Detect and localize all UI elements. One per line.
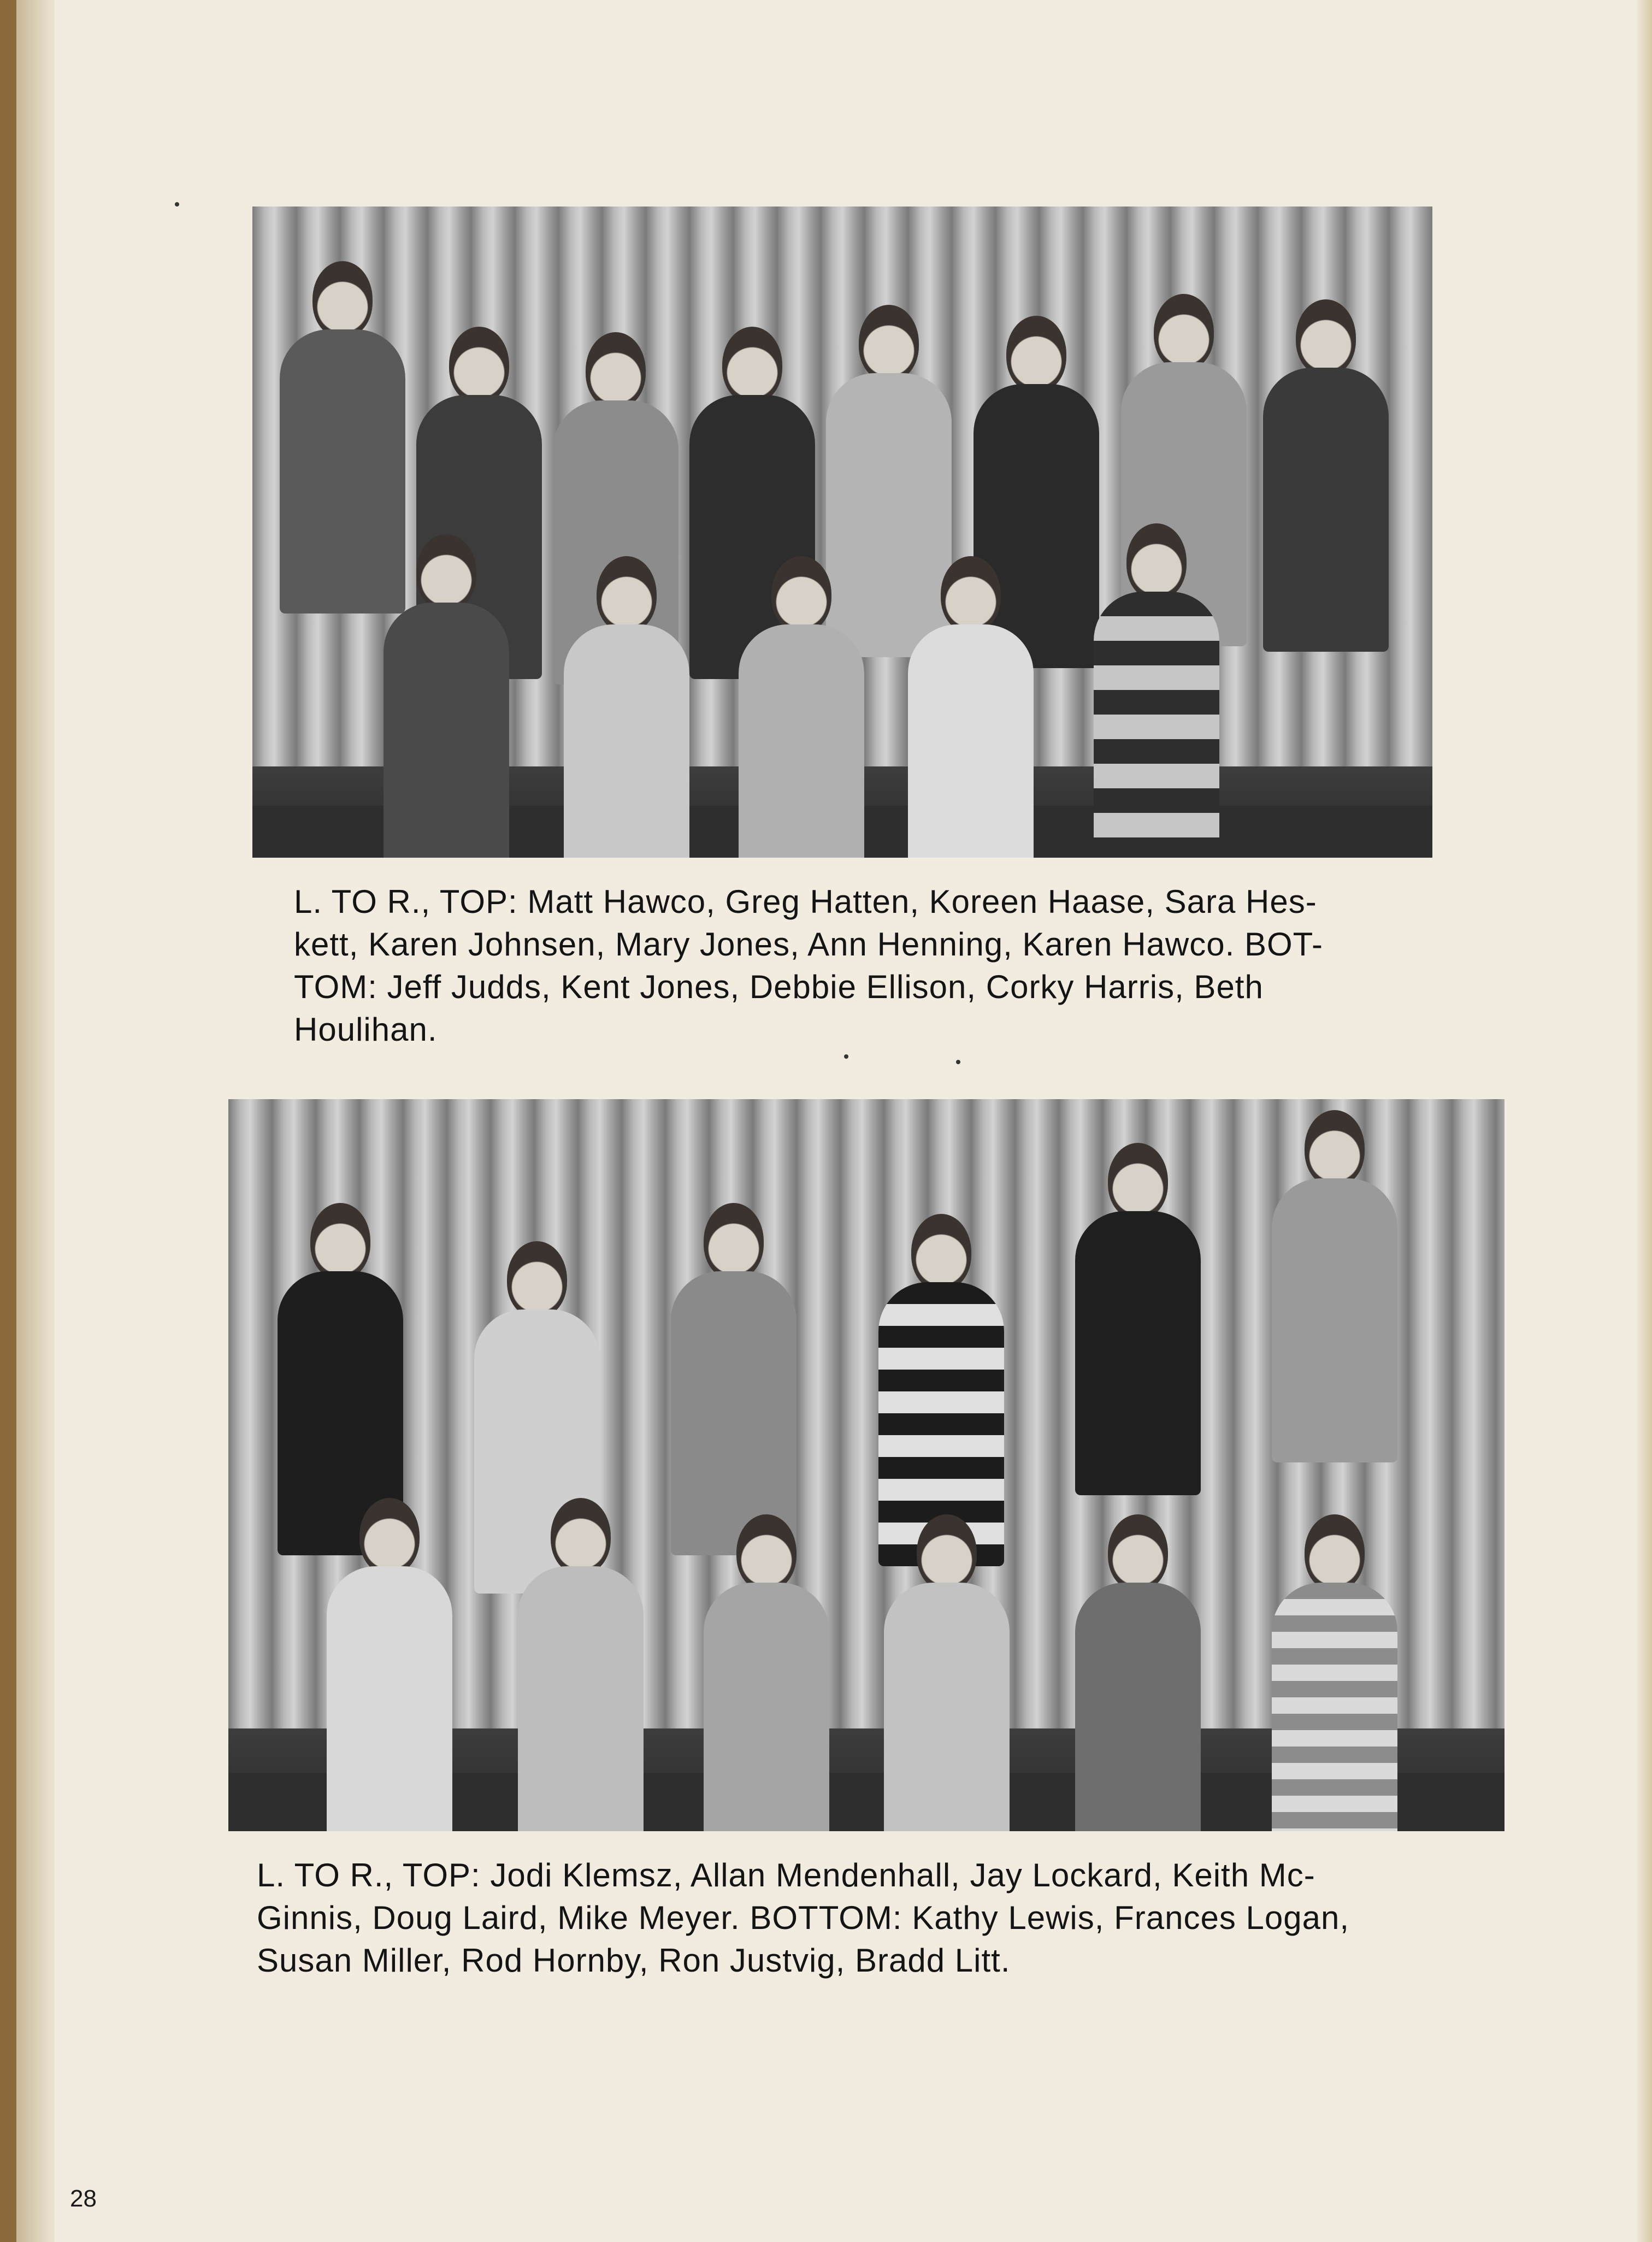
caption-line: L. TO R., TOP: Matt Hawco, Greg Hatten, Koreen Haase, Sara Hes- xyxy=(294,883,1317,920)
photo-2-caption xyxy=(257,1854,1349,1982)
page-gutter xyxy=(16,0,55,2242)
caption-line: L. TO R., TOP: Jodi Klemsz, Allan Mendenhall, Jay Lockard, Keith Mc- xyxy=(257,1857,1315,1893)
caption-line: Houlihan. xyxy=(294,1011,438,1048)
page-edge xyxy=(1637,0,1652,2242)
print-speck xyxy=(175,202,179,206)
class-photo-1 xyxy=(252,206,1432,858)
print-speck xyxy=(844,1054,848,1059)
caption-line: TOM: Jeff Judds, Kent Jones, Debbie Ellison, Corky Harris, Beth xyxy=(294,969,1264,1005)
photo-1-caption xyxy=(294,881,1323,1051)
print-speck xyxy=(956,1060,960,1064)
yearbook-page xyxy=(16,0,1652,2242)
class-photo-2 xyxy=(228,1099,1504,1831)
caption-line: Susan Miller, Rod Hornby, Ron Justvig, Bradd Litt. xyxy=(257,1942,1011,1979)
caption-line: kett, Karen Johnsen, Mary Jones, Ann Henning, Karen Hawco. BOT- xyxy=(294,926,1323,963)
caption-line: Ginnis, Doug Laird, Mike Meyer. BOTTOM: Kathy Lewis, Frances Logan, xyxy=(257,1899,1350,1936)
page-number: 28 xyxy=(70,2185,97,2212)
